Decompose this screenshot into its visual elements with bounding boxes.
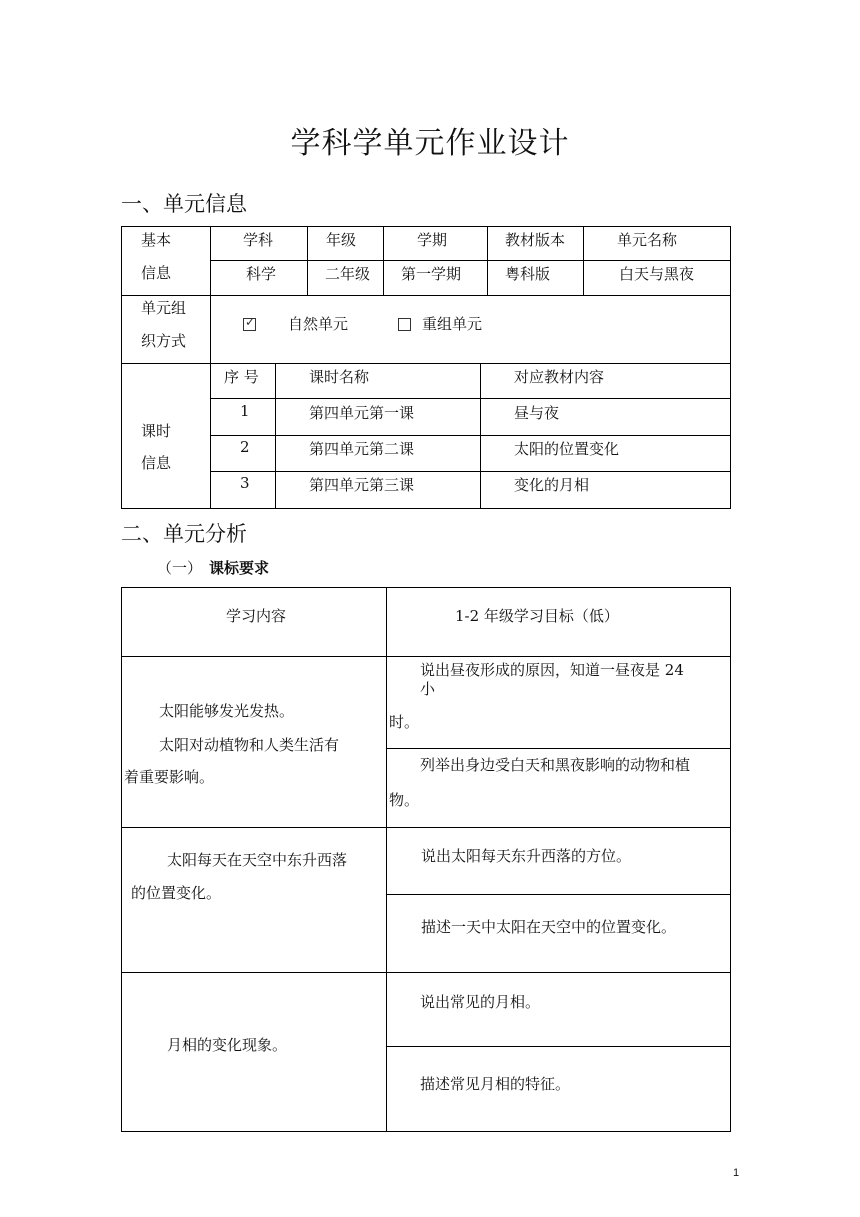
section-heading-unit-analysis: 二、单元分析 (121, 522, 247, 546)
header-unit-name: 单元名称 (617, 231, 678, 249)
regrouped-unit-checkbox[interactable] (398, 318, 411, 331)
lesson-name: 第四单元第三课 (309, 476, 415, 494)
header-learning-content: 学习内容 (226, 607, 287, 625)
goal-text: 时。 (389, 713, 420, 731)
lesson-no: 3 (240, 474, 250, 492)
org-method-label: 单元组 (141, 299, 187, 317)
header-grade: 年级 (326, 231, 357, 249)
content-text: 月相的变化现象。 (167, 1036, 288, 1054)
page-title: 学科学单元作业设计 (290, 126, 570, 161)
lesson-name: 第四单元第二课 (309, 440, 415, 458)
value-grade: 二年级 (325, 265, 371, 283)
lesson-content: 昼与夜 (514, 404, 560, 422)
basic-info-label: 基本 (141, 231, 172, 249)
lesson-header-no: 序 号 (224, 368, 259, 386)
lesson-content: 太阳的位置变化 (514, 440, 620, 458)
regrouped-unit-label: 重组单元 (422, 315, 483, 333)
goal-text: 物。 (389, 791, 420, 809)
goal-text: 说出太阳每天东升西落的方位。 (421, 847, 632, 865)
header-learning-goals: 1-2 年级学习目标（低） (455, 607, 619, 625)
goal-text: 列举出身边受白天和黑夜影响的动物和植 (420, 756, 691, 774)
goal-text: 小 (420, 680, 436, 698)
content-text: 太阳每天在天空中东升西落 (167, 851, 348, 869)
header-textbook: 教材版本 (505, 231, 566, 249)
subsection-heading-standards: 课标要求 (209, 559, 270, 577)
goal-text: 描述常见月相的特征。 (420, 1075, 571, 1093)
goal-text: 说出常见的月相。 (420, 993, 541, 1011)
lesson-name: 第四单元第一课 (309, 404, 415, 422)
lesson-no: 1 (240, 402, 250, 420)
value-unit-name: 白天与黑夜 (619, 265, 695, 283)
lesson-header-name: 课时名称 (309, 368, 370, 386)
value-subject: 科学 (246, 265, 277, 283)
header-term: 学期 (417, 231, 448, 249)
lesson-info-label: 课时 (141, 422, 172, 440)
subsection-number: （一） (157, 559, 203, 577)
content-text: 太阳对动植物和人类生活有 (159, 736, 340, 754)
org-method-label: 织方式 (141, 332, 187, 350)
goal-text: 说出昼夜形成的原因，知道一昼夜是 24 (420, 661, 684, 679)
section-heading-unit-info: 一、单元信息 (121, 192, 247, 216)
content-text: 的位置变化。 (131, 884, 222, 902)
value-textbook: 粤科版 (505, 265, 551, 283)
natural-unit-checkbox[interactable] (243, 318, 256, 331)
header-subject: 学科 (243, 231, 274, 249)
goal-text: 描述一天中太阳在天空中的位置变化。 (421, 918, 677, 936)
lesson-no: 2 (240, 438, 250, 456)
content-text: 着重要影响。 (124, 768, 215, 786)
page-number: 1 (733, 1167, 740, 1179)
content-text: 太阳能够发光发热。 (159, 702, 295, 720)
lesson-content: 变化的月相 (514, 476, 590, 494)
natural-unit-label: 自然单元 (288, 315, 349, 333)
lesson-header-content: 对应教材内容 (514, 368, 605, 386)
lesson-info-label: 信息 (141, 454, 172, 472)
value-term: 第一学期 (401, 265, 462, 283)
basic-info-label: 信息 (141, 264, 172, 282)
